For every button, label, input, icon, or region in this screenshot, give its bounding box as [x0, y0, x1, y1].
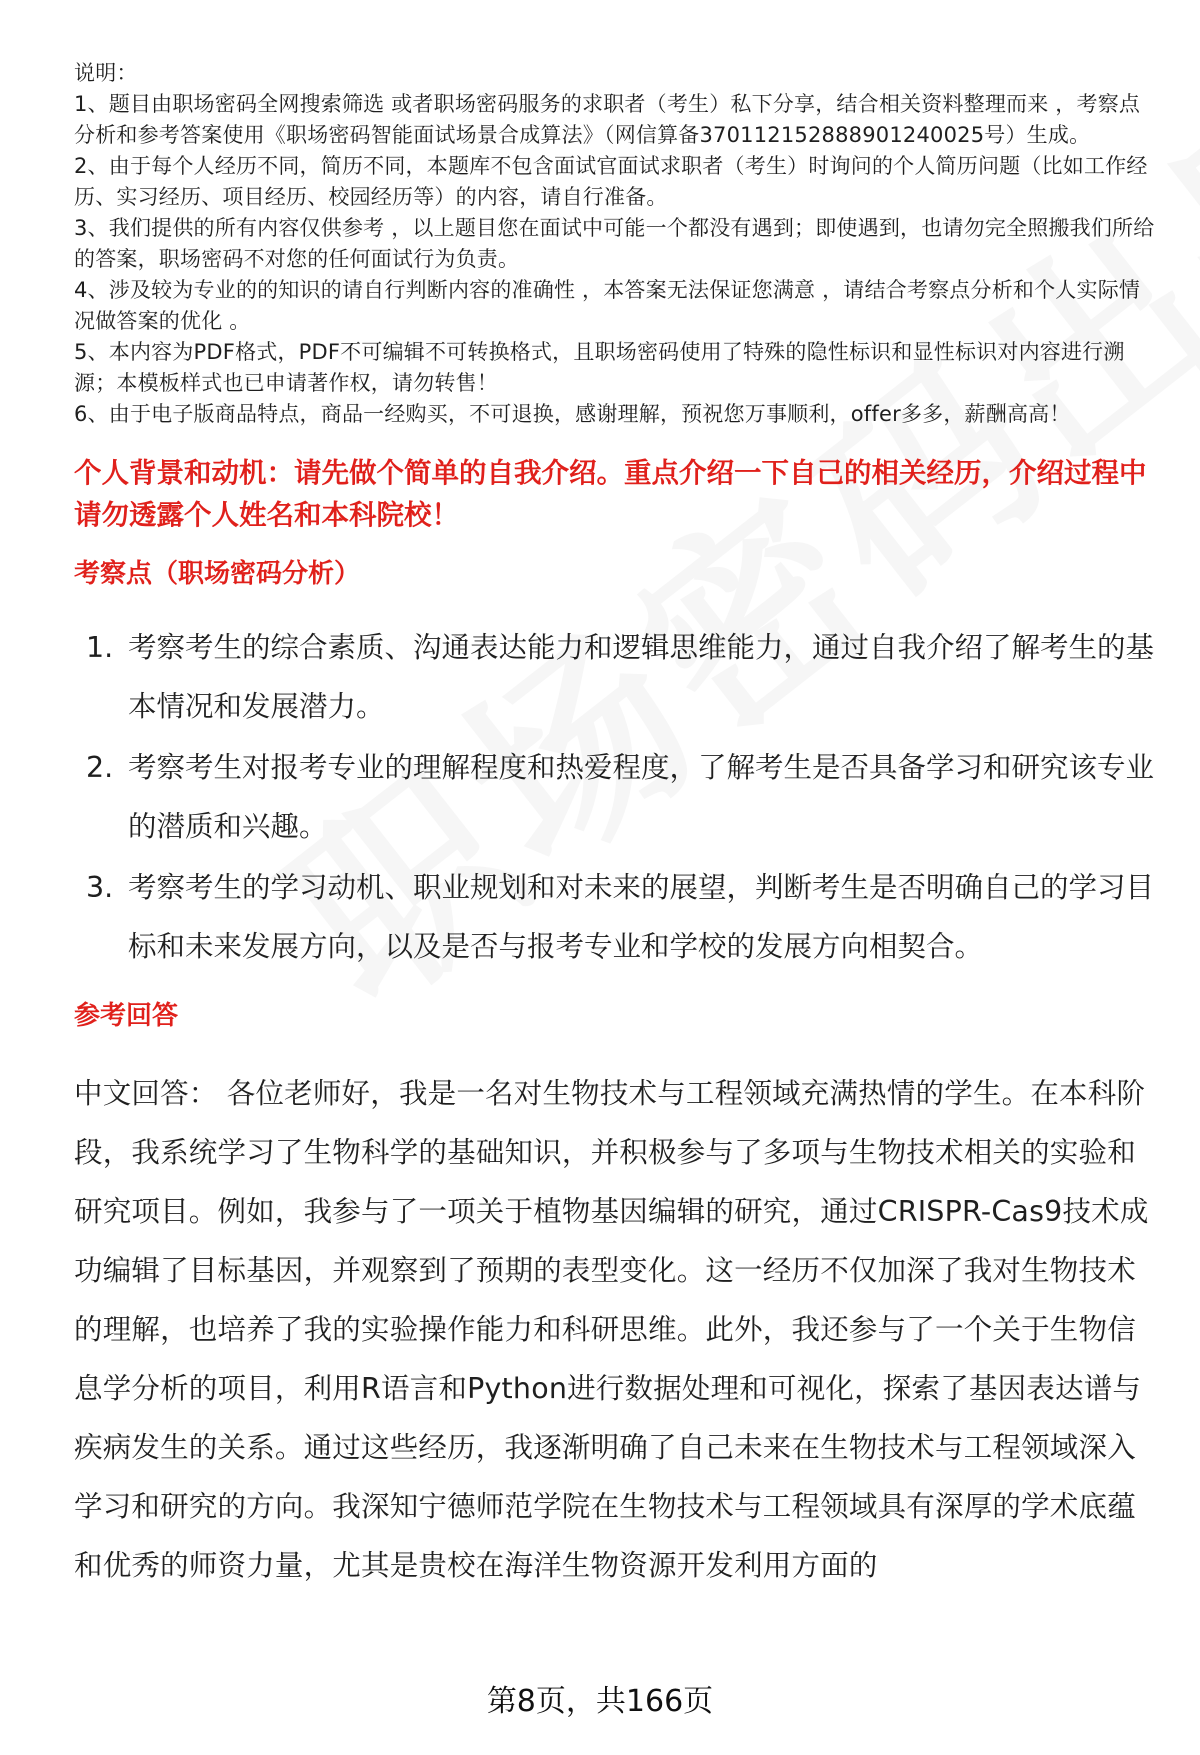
notes-heading: 说明：	[74, 61, 138, 85]
reference-answer: 中文回答： 各位老师好，我是一名对生物技术与工程领域充满热情的学生。在本科阶段，我系统学习了生物科学的基础知识，并积极参与了多项与生物技术相关的实验和研究项目。例如，我参与了一项关于植物基因编辑的研究，通过CRISPR-Cas9技术成功编辑了目标基因，并观察到了预期的表型变化。这一经历不仅加深了我对生物技术的理解，也培养了我的实验操作能力和科研思维。此外，我还参与了一个关于生物信息学分析的项目，利用R语言和Python进行数据处理和可视化，探索了基因表达谱与疾病发生的关系。通过这些经历，我逐渐明确了自己未来在生物技术与工程领域深入学习和研究的方向。我深知宁德师范学院在生物技术与工程领域具有深厚的学术底蕴和优秀的师资力量，尤其是贵校在海洋生物资源开发利用方面的	[74, 1077, 1149, 1582]
point-text: 考察考生对报考专业的理解程度和热爱程度，了解考生是否具备学习和研究该专业的潜质和兴趣。	[128, 751, 1155, 843]
point-text: 考察考生的综合素质、沟通表达能力和逻辑思维能力，通过自我介绍了解考生的基本情况和发展潜力。	[128, 631, 1155, 723]
point-number: 2.	[86, 751, 114, 784]
analysis-title: 考察点（职场密码分析）	[74, 559, 361, 589]
document-page	[74, 58, 1156, 1595]
interview-question: 个人背景和动机：请先做个简单的自我介绍。重点介绍一下自己的相关经历，介绍过程中请勿透露个人姓名和本科院校！	[74, 457, 1147, 531]
analysis-point	[74, 618, 1156, 736]
reference-title: 参考回答	[74, 1001, 179, 1031]
point-number: 1.	[86, 631, 114, 664]
point-number: 3.	[86, 871, 114, 904]
analysis-points	[74, 618, 1156, 976]
disclaimer-notes	[74, 58, 1156, 430]
note-item-1: 1、题目由职场密码全网搜索筛选 或者职场密码服务的求职者（考生）私下分享，结合相关资料整理而来 ，考察点分析和参考答案使用《职场密码智能面试场景合成算法》（网信算备370112152888901240025号）生成。	[74, 92, 1141, 147]
page-number: 第8页，共166页	[486, 1684, 714, 1719]
analysis-point	[74, 738, 1156, 856]
note-item-3: 3、我们提供的所有内容仅供参考 ，以上题目您在面试中可能一个都没有遇到；即使遇到，也请勿完全照搬我们所给的答案，职场密码不对您的任何面试行为负责。	[74, 216, 1155, 271]
note-item-5: 5、本内容为PDF格式，PDF不可编辑不可转换格式，且职场密码使用了特殊的隐性标识和显性标识对内容进行溯源；本模板样式也已申请著作权，请勿转售！	[74, 340, 1125, 395]
point-text: 考察考生的学习动机、职业规划和对未来的展望，判断考生是否明确自己的学习目标和未来发展方向，以及是否与报考专业和学校的发展方向相契合。	[128, 871, 1155, 963]
note-item-2: 2、由于每个人经历不同，简历不同，本题库不包含面试官面试求职者（考生）时询问的个人简历问题（比如工作经历、实习经历、项目经历、校园经历等）的内容，请自行准备。	[74, 154, 1148, 209]
analysis-point	[74, 858, 1156, 976]
note-item-4: 4、涉及较为专业的的知识的请自行判断内容的准确性 ，本答案无法保证您满意 ，请结合考察点分析和个人实际情况做答案的优化 。	[74, 278, 1141, 333]
note-item-6: 6、由于电子版商品特点，商品一经购买，不可退换，感谢理解，预祝您万事顺利，offer多多，薪酬高高！	[74, 402, 1071, 426]
